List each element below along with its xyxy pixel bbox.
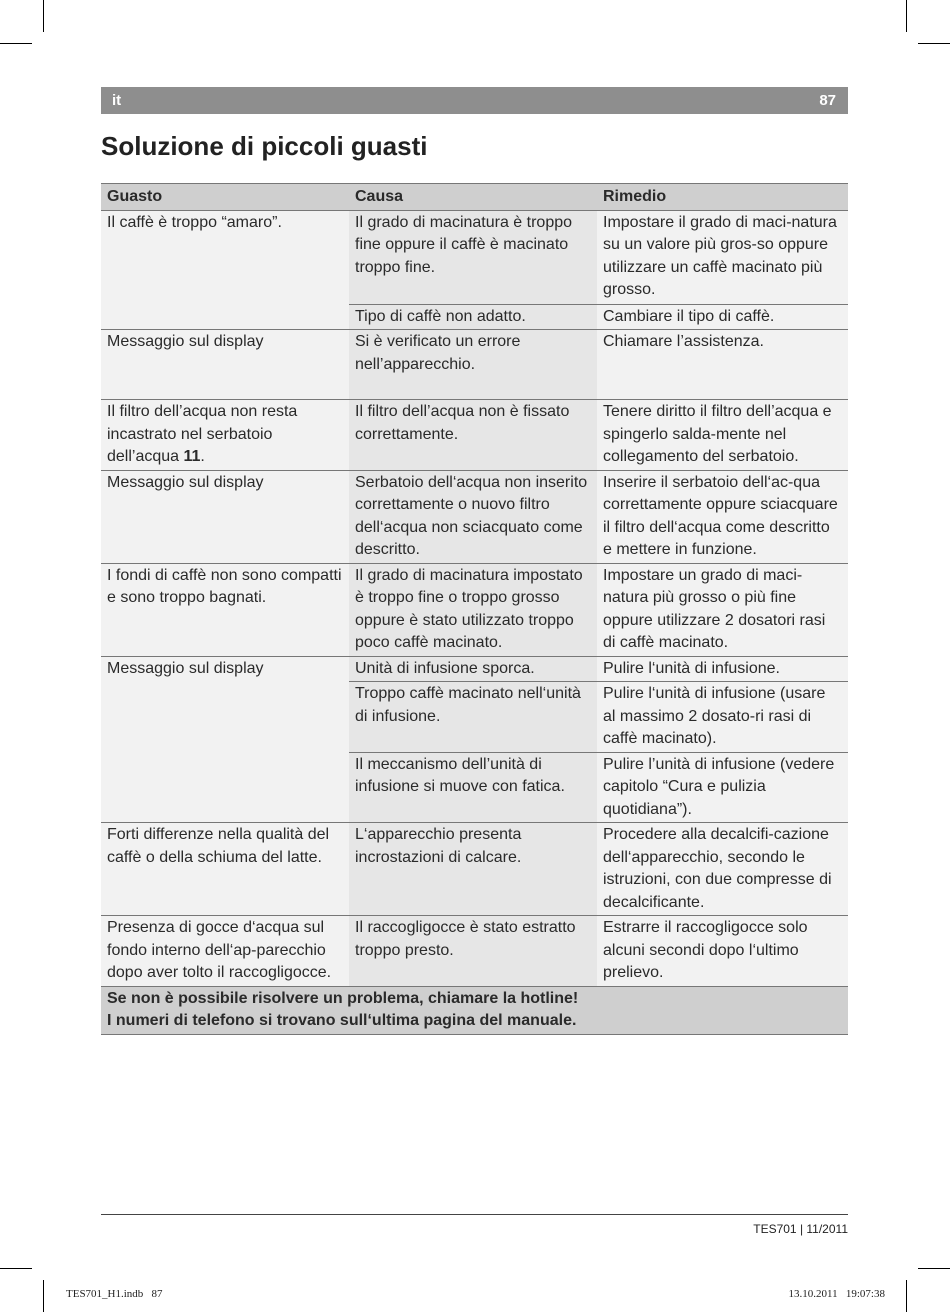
crop-mark	[906, 1280, 907, 1312]
fault-text: Il filtro dell’acqua non resta incastrato nel serbatoio dell’acqua	[107, 403, 298, 465]
cause-cell: L‘apparecchio presenta incrostazioni di calcare.	[349, 823, 597, 916]
fault-reference-number: 11	[183, 448, 201, 465]
fault-cell: Messaggio sul display	[101, 470, 349, 563]
fault-cell: I fondi di caffè non sono compatti e sono troppo bagnati.	[101, 563, 349, 656]
crop-mark	[918, 1268, 950, 1269]
crop-mark	[0, 1268, 32, 1269]
cause-cell: Si è verificato un errore nell’apparecchio.	[349, 330, 597, 400]
fault-text-end: .	[200, 448, 205, 465]
page-title: Soluzione di piccoli guasti	[101, 131, 428, 161]
remedy-cell: Procedere alla decalcifi-cazione dell‘apparecchio, secondo le istruzioni, con due compresse di decalcificante.	[597, 823, 848, 916]
remedy-cell: Pulire l’unità di infusione (vedere capitolo “Cura e pulizia quotidiana”).	[597, 752, 848, 823]
cause-cell: Il grado di macinatura è troppo fine oppure il caffè è macinato troppo fine.	[349, 210, 597, 304]
table-row	[101, 400, 848, 471]
remedy-cell: Chiamare l’assistenza.	[597, 330, 848, 400]
fault-cell: Forti differenze nella qualità del caffè o della schiuma del latte.	[101, 823, 349, 916]
table-header-row	[101, 184, 848, 211]
table-row	[101, 330, 848, 400]
page-number: 87	[819, 92, 836, 109]
column-header-guasto: Guasto	[101, 184, 349, 211]
hotline-note	[101, 986, 848, 1034]
remedy-cell: Estrarre il raccogligocce solo alcuni secondi dopo l‘ultimo prelievo.	[597, 916, 848, 987]
table-row	[101, 656, 848, 682]
crop-mark	[43, 1280, 44, 1312]
language-header-bar	[101, 87, 848, 114]
remedy-cell: Inserire il serbatoio dell‘ac-qua correttamente oppure sciacquare il filtro dell‘acqua come descritto e mettere in funzione.	[597, 470, 848, 563]
fault-cell	[101, 400, 349, 471]
cause-cell: Serbatoio dell‘acqua non inserito correttamente o nuovo filtro dell‘acqua non sciacquato come descritto.	[349, 470, 597, 563]
model-date-footer: TES701 | 11/2011	[753, 1222, 848, 1236]
language-code: it	[112, 92, 122, 109]
hotline-line: Se non è possibile risolvere un problema, chiamare la hotline!	[107, 989, 579, 1007]
table-row	[101, 563, 848, 656]
cause-cell: Troppo caffè macinato nell‘unità di infusione.	[349, 682, 597, 753]
cause-cell: Il meccanismo dell’unità di infusione si muove con fatica.	[349, 752, 597, 823]
footer-divider	[101, 1214, 848, 1215]
column-header-causa: Causa	[349, 184, 597, 211]
cause-cell: Il raccogligocce è stato estratto troppo presto.	[349, 916, 597, 987]
hotline-row	[101, 986, 848, 1034]
cause-cell: Tipo di caffè non adatto.	[349, 304, 597, 330]
fault-cell: Messaggio sul display	[101, 656, 349, 823]
table-row	[101, 470, 848, 563]
remedy-cell: Pulire l‘unità di infusione (usare al massimo 2 dosato-ri rasi di caffè macinato).	[597, 682, 848, 753]
cause-cell: Il grado di macinatura impostato è troppo fine o troppo grosso oppure è stato utilizzato troppo poco caffè macinato.	[349, 563, 597, 656]
hotline-line: I numeri di telefono si trovano sull‘ultima pagina del manuale.	[107, 1012, 577, 1029]
cause-cell: Unità di infusione sporca.	[349, 656, 597, 682]
fault-cell: Il caffè è troppo “amaro”.	[101, 210, 349, 330]
troubleshooting-table	[101, 183, 848, 1035]
table-row	[101, 210, 848, 304]
fault-cell: Messaggio sul display	[101, 330, 349, 400]
remedy-cell: Tenere diritto il filtro dell’acqua e spingerlo salda-mente nel collegamento del serbatoio.	[597, 400, 848, 471]
print-slug-timestamp: 13.10.2011 19:07:38	[788, 1288, 885, 1300]
table-row	[101, 916, 848, 987]
crop-mark	[0, 43, 32, 44]
remedy-cell: Impostare un grado di maci-natura più grosso o più fine oppure utilizzare 2 dosatori rasi di caffè macinato.	[597, 563, 848, 656]
column-header-rimedio: Rimedio	[597, 184, 848, 211]
remedy-cell: Impostare il grado di maci-natura su un valore più gros-so oppure utilizzare un caffè macinato più grosso.	[597, 210, 848, 304]
crop-mark	[906, 0, 907, 32]
remedy-cell: Pulire l‘unità di infusione.	[597, 656, 848, 682]
table-row	[101, 823, 848, 916]
print-slug-file: TES701_H1.indb 87	[66, 1288, 163, 1300]
fault-cell: Presenza di gocce d‘acqua sul fondo interno dell‘ap-parecchio dopo aver tolto il raccogligocce.	[101, 916, 349, 987]
cause-cell: Il filtro dell’acqua non è fissato correttamente.	[349, 400, 597, 471]
remedy-cell: Cambiare il tipo di caffè.	[597, 304, 848, 330]
crop-mark	[43, 0, 44, 32]
crop-mark	[918, 43, 950, 44]
